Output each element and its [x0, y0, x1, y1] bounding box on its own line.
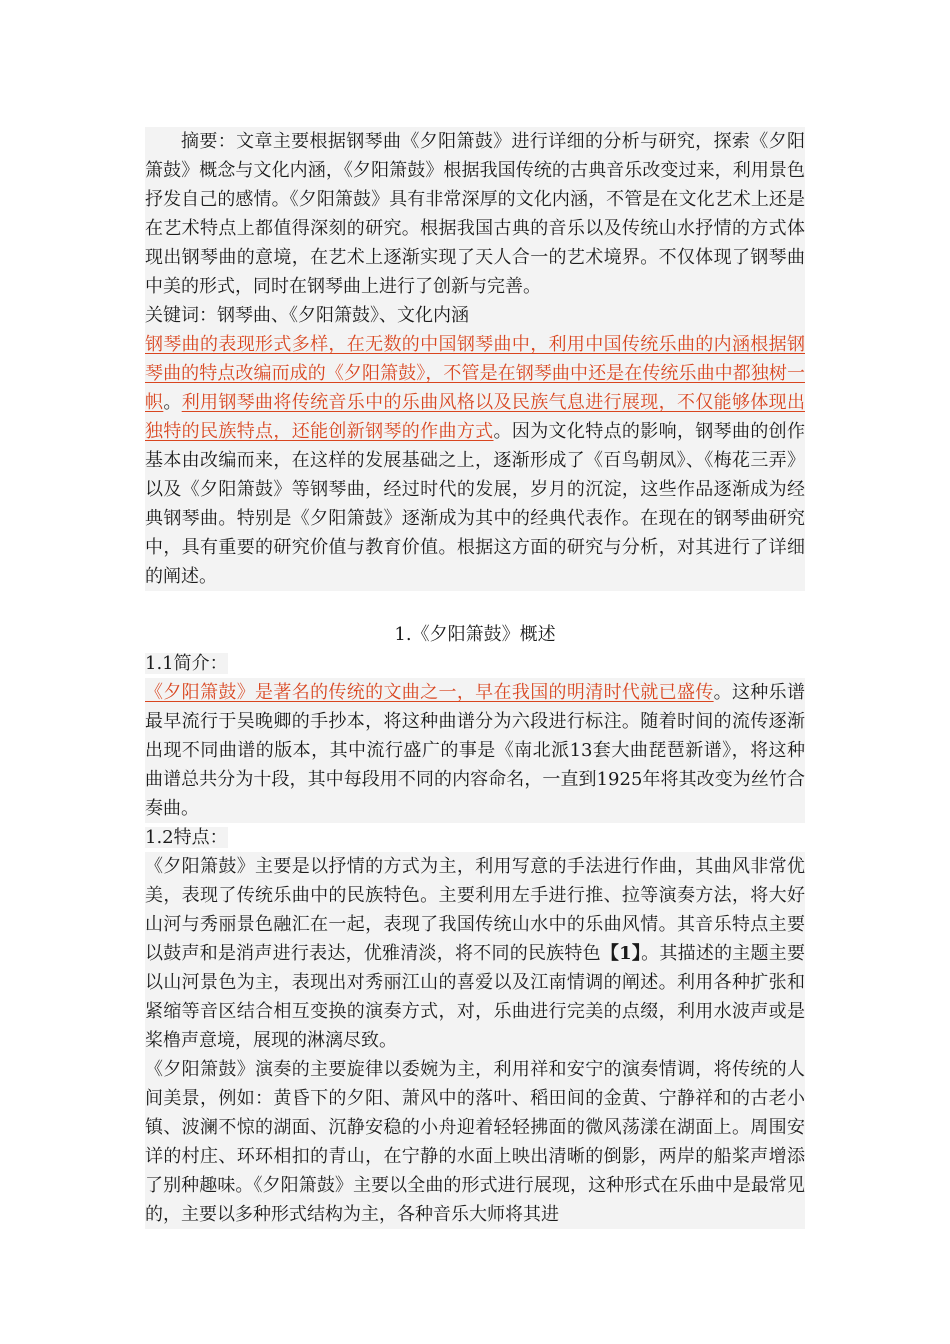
intro-separator: 。	[163, 392, 182, 413]
spacer	[145, 591, 805, 620]
subsection-1-2-heading: 1.2特点：	[145, 827, 228, 848]
intro-1-1-highlight: 《夕阳箫鼓》是著名的传统的文曲之一，早在我国的明清时代就已盛传	[145, 682, 714, 703]
document-page	[145, 127, 805, 1229]
intro-highlight-1: 钢琴曲的表现形式多样，在无数的中国钢琴曲中，利用中国传统乐曲的内涵根据钢琴曲的特点改编而成的《夕阳箫鼓》，不管是在钢琴曲中还是在传统乐曲中都独树一帜	[145, 334, 805, 413]
abstract-paragraph: 摘要：文章主要根据钢琴曲《夕阳箫鼓》进行详细的分析与研究，探索《夕阳箫鼓》概念与文化内涵，《夕阳箫鼓》根据我国传统的古典音乐改变过来，利用景色抒发自己的感情。《夕阳箫鼓》具有非常深厚的文化内涵，不管是在文化艺术上还是在艺术特点上都值得深刻的研究。根据我国古典的音乐以及传统山水抒情的方式体现出钢琴曲的意境，在艺术上逐渐实现了天人合一的艺术境界。不仅体现了钢琴曲中美的形式，同时在钢琴曲上进行了创新与完善。	[145, 127, 805, 301]
intro-rest: 。因为文化特点的影响，钢琴曲的创作基本由改编而来，在这样的发展基础之上，逐渐形成了《百鸟朝凤》、《梅花三弄》以及《夕阳箫鼓》等钢琴曲，经过时代的发展，岁月的沉淀，这些作品逐渐成为经典钢琴曲。特别是《夕阳箫鼓》逐渐成为其中的经典代表作。在现在的钢琴曲研究中，具有重要的研究价值与教育价值。根据这方面的研究与分析，对其进行了详细的阐述。	[145, 421, 805, 587]
subsection-1-2-paragraph-2: 《夕阳箫鼓》演奏的主要旋律以委婉为主，利用祥和安宁的演奏情调，将传统的人间美景，例如：黄昏下的夕阳、萧风中的落叶、稻田间的金黄、宁静祥和的古老小镇、波澜不惊的湖面、沉静安稳的小舟迎着轻轻拂面的微风荡漾在湖面上。周围安详的村庄、环环相扣的青山，在宁静的水面上映出清晰的倒影，两岸的船桨声增添了别种趣味。《夕阳箫鼓》主要以全曲的形式进行展现，这种形式在乐曲中是最常见的，主要以多种形式结构为主，各种音乐大师将其进	[145, 1055, 805, 1229]
subsection-1-2-paragraph-1: 《夕阳箫鼓》主要是以抒情的方式为主，利用写意的手法进行作曲，其曲风非常优美，表现了传统乐曲中的民族特色。主要利用左手进行推、拉等演奏方法，将大好山河与秀丽景色融汇在一起，表现了我国传统山水中的乐曲风情。其音乐特点主要以鼓声和是消声进行表达，优雅清淡，将不同的民族特色【1】。其描述的主题主要以山河景色为主，表现出对秀丽江山的喜爱以及江南情调的阐述。利用各种扩张和紧缩等音区结合相互变换的演奏方式，对，乐曲进行完美的点缀，利用水波声或是桨橹声意境，展现的淋漓尽致。	[145, 852, 805, 1055]
citation-marker: 【1】	[600, 943, 642, 964]
intro-highlight-2: 利用钢琴曲将传统音乐中的乐曲风格以及民族气息进行展现，不仅能够体现出独特的民族特点，还能创新钢琴的作曲方式	[145, 392, 805, 442]
intro-1-1-rest: 。这种乐谱最早流行于吴晚卿的手抄本，将这种曲谱分为六段进行标注。随着时间的流传逐渐出现不同曲谱的版本，其中流行盛广的事是《南北派13套大曲琵琶新谱》，将这种曲谱总共分为十段，其中每段用不同的内容命名，一直到1925年将其改变为丝竹合奏曲。	[145, 682, 805, 819]
section-1-title: 1.《夕阳箫鼓》概述	[394, 624, 556, 645]
intro-paragraph	[145, 330, 805, 591]
keywords-line: 关键词：钢琴曲、《夕阳箫鼓》、文化内涵	[145, 301, 805, 330]
subsection-1-1-heading: 1.1简介：	[145, 653, 228, 674]
subsection-1-1-paragraph	[145, 678, 805, 823]
